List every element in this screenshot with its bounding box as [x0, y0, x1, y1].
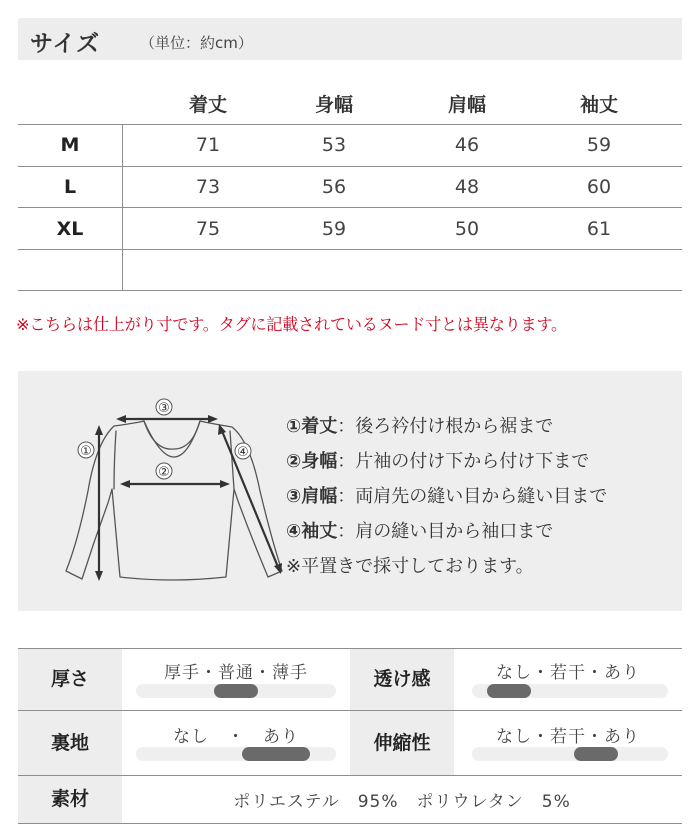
legend-number: ④: [286, 521, 302, 542]
table-divider: [18, 166, 682, 167]
legend-desc: ：後ろ衿付け根から裾まで: [337, 416, 554, 437]
stretch-indicator: [574, 747, 618, 761]
legend-item: [286, 412, 553, 438]
table-divider: [18, 124, 682, 125]
legend-term: 肩幅: [301, 486, 338, 507]
legend-desc: ：肩の縫い目から袖口まで: [337, 521, 554, 542]
legend-number: ①: [286, 416, 302, 437]
lining-indicator: [242, 747, 310, 761]
thickness-indicator: [214, 684, 258, 698]
legend-item: [286, 447, 589, 473]
marker-shoulder: ③: [158, 401, 170, 416]
transparency-track: [472, 684, 668, 698]
thickness-label: 厚さ: [18, 649, 122, 710]
table-cell: 48: [454, 176, 480, 198]
table-cell: 75: [195, 218, 221, 240]
transparency-options: なし・若干・あり: [496, 663, 640, 683]
column-header: 肩幅: [447, 94, 486, 116]
legend-desc: ：両肩先の縫い目から縫い目まで: [337, 486, 608, 507]
stretch-options: なし・若干・あり: [496, 727, 640, 747]
legend-desc: ：片袖の付け下から付け下まで: [337, 451, 590, 472]
table-divider: [18, 207, 682, 208]
table-cell: 56: [321, 176, 347, 198]
legend-item: [286, 482, 607, 508]
legend-item: [286, 517, 553, 543]
table-cell: 53: [321, 134, 347, 156]
table-cell: 59: [321, 218, 347, 240]
stretch-label: 伸縮性: [350, 711, 454, 775]
column-header: 着丈: [188, 94, 227, 116]
size-header: [18, 18, 682, 60]
stretch-track: [472, 747, 668, 761]
table-divider: [18, 249, 682, 250]
row-size-label: L: [63, 176, 77, 198]
legend-number: ③: [286, 486, 302, 507]
row-size-label: M: [60, 134, 80, 156]
material-label: 素材: [18, 776, 122, 823]
table-cell: 71: [195, 134, 221, 156]
marker-body-width: ②: [158, 465, 170, 480]
lining-options: なし ・ あり: [173, 727, 299, 747]
table-cell: 50: [454, 218, 480, 240]
table-cell: 60: [586, 176, 612, 198]
legend-term: 身幅: [301, 451, 338, 472]
material-value: ポリエステル 95% ポリウレタン 5%: [233, 792, 571, 812]
legend-footnote: ※平置きで採寸しております。: [286, 556, 534, 577]
table-cell: 46: [454, 134, 480, 156]
legend-term: 着丈: [301, 416, 338, 437]
table-divider: [18, 823, 682, 824]
table-cell: 61: [586, 218, 612, 240]
lining-track: [136, 747, 336, 761]
row-size-label: XL: [56, 218, 84, 240]
transparency-indicator: [487, 684, 531, 698]
legend-number: ②: [286, 451, 302, 472]
shirt-icon: [36, 371, 296, 611]
size-title: サイズ: [30, 31, 101, 57]
size-unit: （単位：約cm）: [140, 34, 253, 52]
marker-length: ①: [80, 444, 92, 459]
thickness-track: [136, 684, 336, 698]
marker-sleeve: ④: [237, 445, 249, 460]
table-cell: 59: [586, 134, 612, 156]
legend-term: 袖丈: [301, 521, 338, 542]
transparency-label: 透け感: [350, 649, 454, 710]
thickness-options: 厚手・普通・薄手: [164, 663, 308, 683]
fit-note: ※こちらは仕上がり寸です。タグに記載されているヌード寸とは異なります。: [16, 315, 567, 334]
table-cell: 73: [195, 176, 221, 198]
lining-label: 裏地: [18, 711, 122, 775]
table-divider: [18, 290, 682, 291]
table-divider-vertical: [122, 124, 123, 290]
column-header: 身幅: [314, 94, 353, 116]
column-header: 袖丈: [579, 94, 618, 116]
